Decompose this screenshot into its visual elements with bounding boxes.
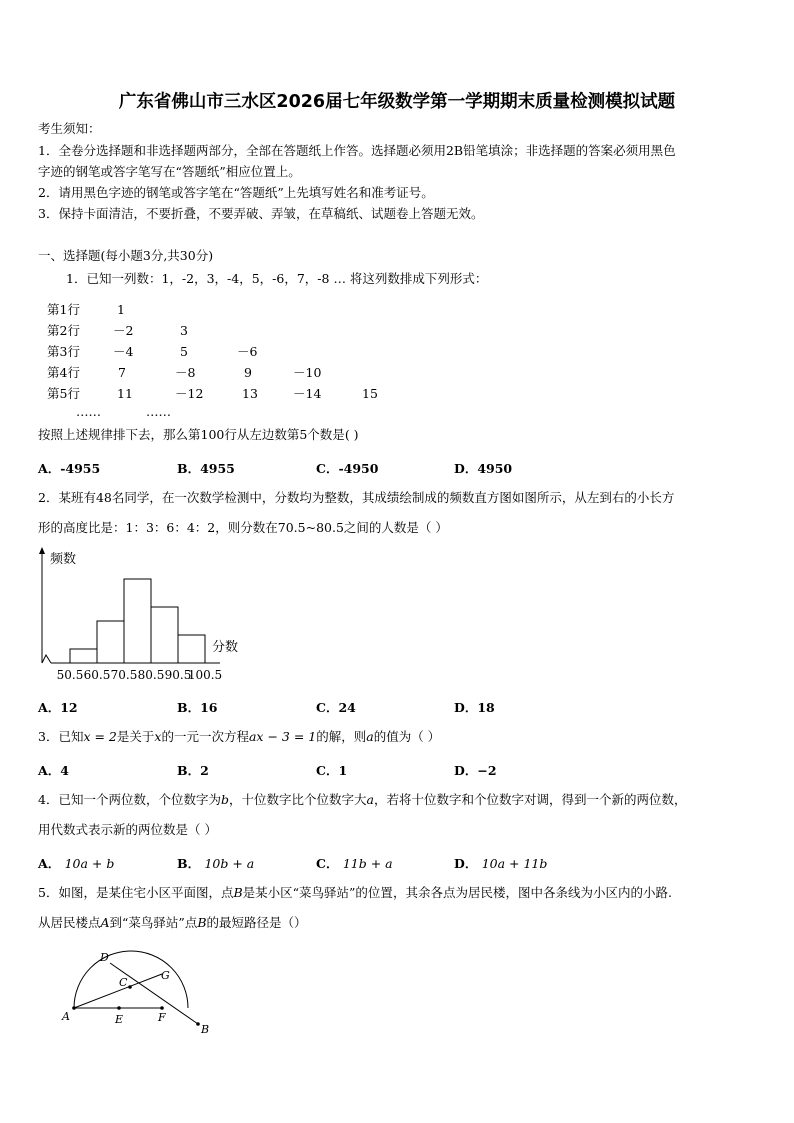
q3-option-c[interactable] (316, 761, 347, 779)
q1-question: 按照上述规律排下去，那么第100行从左边数第5个数是( ) (38, 427, 359, 442)
y-axis-label: 频数 (50, 552, 77, 567)
q2-option-b[interactable]: B．16 (177, 700, 218, 715)
option-value: 1 (338, 763, 348, 778)
q5-text: 到“菜鸟驿站”点 (109, 915, 198, 930)
q3-math: x (154, 729, 162, 744)
point-label-A: A (62, 1010, 70, 1023)
q2-option-c[interactable]: C．24 (316, 700, 356, 715)
row-number: 7 (118, 365, 126, 380)
row-number: －14 (293, 386, 322, 401)
row-label: 第4行 (47, 365, 80, 380)
q3-math: a (366, 729, 374, 744)
q3-option-b[interactable] (177, 761, 209, 779)
histogram-bar (97, 621, 124, 663)
q4-stem-line2: 用代数式表示新的两位数是（ ） (38, 822, 217, 837)
q3-text: 的值为（ ） (373, 729, 441, 744)
row-number: 11 (117, 386, 133, 401)
x-tick-label: 60.5 (83, 668, 111, 682)
point-label-B: B (201, 1023, 210, 1036)
q2-option-d[interactable]: D．18 (454, 700, 495, 715)
q2-stem-line2: 形的高度比是：1：3：6：4：2，则分数在70.5~80.5之间的人数是（ ） (38, 520, 448, 535)
q3-stem (38, 729, 440, 745)
q2-option-a[interactable]: A．12 (38, 700, 78, 715)
q5-math: A (100, 915, 110, 930)
histogram-bar (124, 579, 151, 663)
q4-stem-line1 (38, 792, 686, 808)
q4-option-d[interactable] (454, 854, 547, 872)
q3-option-a[interactable] (38, 761, 69, 779)
q5-text: 5．如图，是某住宅小区平面图，点 (38, 885, 234, 900)
ellipsis: …… (146, 404, 171, 419)
row-number: 1 (117, 302, 125, 317)
option-label: A． (38, 856, 61, 871)
q5-math: B (233, 885, 243, 900)
row-number: －2 (113, 323, 134, 338)
option-label: B． (177, 763, 201, 778)
axis-break (42, 655, 51, 663)
notice-heading: 考生须知： (38, 121, 101, 136)
q4-option-c[interactable] (316, 854, 393, 872)
q1-option-d[interactable]: D．4950 (454, 461, 513, 476)
row-label: 第3行 (47, 344, 80, 359)
y-axis-arrow (39, 547, 45, 554)
q3-option-d[interactable] (454, 761, 497, 779)
ellipsis: …… (76, 404, 101, 419)
q4-text: ，若将十位数字和个位数字对调，得到一个新的两位数， (373, 792, 687, 807)
option-label: B． (177, 856, 201, 871)
q1-option-a[interactable]: A．-4955 (38, 461, 101, 476)
x-tick-label: 90.5 (164, 668, 192, 682)
notice-item: 字迹的钢笔或答字笔写在“答题纸”相应位置上。 (38, 164, 301, 179)
row-number: －12 (175, 386, 204, 401)
histogram-bar (178, 635, 205, 663)
q5-stem-line1 (38, 885, 672, 901)
row-number: 15 (362, 386, 378, 401)
point-E (160, 1006, 164, 1010)
q1-stem: 1．已知一列数：1，-2，3，-4，5，-6，7，-8 … 将这列数排成下列形式： (66, 271, 488, 286)
x-tick-label: 70.5 (110, 668, 138, 682)
x-tick-label: 80.5 (137, 668, 165, 682)
q3-math: x = 2 (83, 729, 117, 744)
segment-AG (74, 974, 162, 1008)
option-label: A． (38, 763, 61, 778)
segment-DB (110, 963, 198, 1024)
q3-math: ax − 3 = 1 (248, 729, 317, 744)
option-value: 10a + 11b (481, 856, 548, 871)
x-tick-label: 50.5 (56, 668, 84, 682)
notice-item: 2．请用黑色字迹的钢笔或答字笔在“答题纸”上先填写姓名和准考证号。 (38, 185, 434, 200)
point-label-D: D (100, 951, 109, 964)
row-number: －10 (293, 365, 322, 380)
semicircle-arc (74, 951, 188, 1008)
point-label-F: E (115, 1013, 124, 1026)
option-label: C． (316, 856, 339, 871)
point-A (72, 1006, 76, 1010)
frequency-histogram (30, 545, 250, 685)
notice-item: 1．全卷分选择题和非选择题两部分，全部在答题纸上作答。选择题必须用2B铅笔填涂；非选择题的答案必须用黑色 (38, 143, 676, 158)
q5-text: 的最短路径是（） (206, 915, 307, 930)
q5-math: B (197, 915, 207, 930)
q5-text: 是某小区“菜鸟驿站”的位置，其余各点为居民楼，图中各条线为小区内的小路. (242, 885, 672, 900)
q4-text: ，十位数字比个位数字大 (228, 792, 367, 807)
point-label-G: G (161, 969, 170, 982)
row-number: －6 (237, 344, 258, 359)
row-label: 第2行 (47, 323, 80, 338)
row-number: 9 (244, 365, 252, 380)
option-value: 10b + a (204, 856, 255, 871)
q5-stem-line2 (38, 915, 307, 931)
q4-math: a (366, 792, 374, 807)
point-B (196, 1022, 200, 1026)
row-label: 第5行 (47, 386, 80, 401)
row-number: 3 (180, 323, 188, 338)
x-axis-label: 分数 (212, 640, 239, 655)
q4-option-b[interactable] (177, 854, 254, 872)
q1-option-b[interactable]: B．4955 (177, 461, 235, 476)
option-value: 10a + b (64, 856, 115, 871)
row-label: 第1行 (47, 302, 80, 317)
point-C (128, 985, 132, 989)
residential-map-figure (50, 945, 220, 1040)
q3-text: 是关于 (116, 729, 155, 744)
q1-option-c[interactable]: C．-4950 (316, 461, 379, 476)
option-value: 2 (200, 763, 209, 778)
histogram-bar (151, 607, 178, 663)
exam-title: 广东省佛山市三水区2026届七年级数学第一学期期末质量检测模拟试题 (118, 92, 676, 112)
row-number: －8 (175, 365, 196, 380)
point-F (117, 1006, 121, 1010)
x-tick-label: 100.5 (187, 668, 223, 682)
option-label: D． (454, 763, 478, 778)
notice-item: 3．保持卡面清洁，不要折叠，不要弄破、弄皱，在草稿纸、试题卷上答题无效。 (38, 206, 484, 221)
q4-option-a[interactable] (38, 854, 114, 872)
option-value: 11b + a (342, 856, 393, 871)
q5-text: 从居民楼点 (38, 915, 101, 930)
row-number: －4 (113, 344, 134, 359)
q4-math: b (220, 792, 229, 807)
point-label-E: F (158, 1011, 166, 1024)
row-number: 13 (242, 386, 258, 401)
q3-text: 3．已知 (38, 729, 84, 744)
q2-stem-line1: 2．某班有48名同学，在一次数学检测中，分数均为整数，其成绩绘制成的频数直方图如图所示，从左到右的小长方 (38, 490, 675, 505)
option-label: C． (316, 763, 339, 778)
q4-text: 4．已知一个两位数，个位数字为 (38, 792, 221, 807)
option-value: 4 (60, 763, 69, 778)
row-number: 5 (180, 344, 188, 359)
option-label: D． (454, 856, 478, 871)
point-label-C: C (119, 976, 128, 989)
histogram-bar (70, 649, 97, 663)
q3-text: 的一元一次方程 (161, 729, 249, 744)
section-heading: 一、选择题(每小题3分,共30分) (38, 248, 214, 263)
option-value: −2 (477, 763, 497, 778)
q3-text: 的解，则 (316, 729, 367, 744)
